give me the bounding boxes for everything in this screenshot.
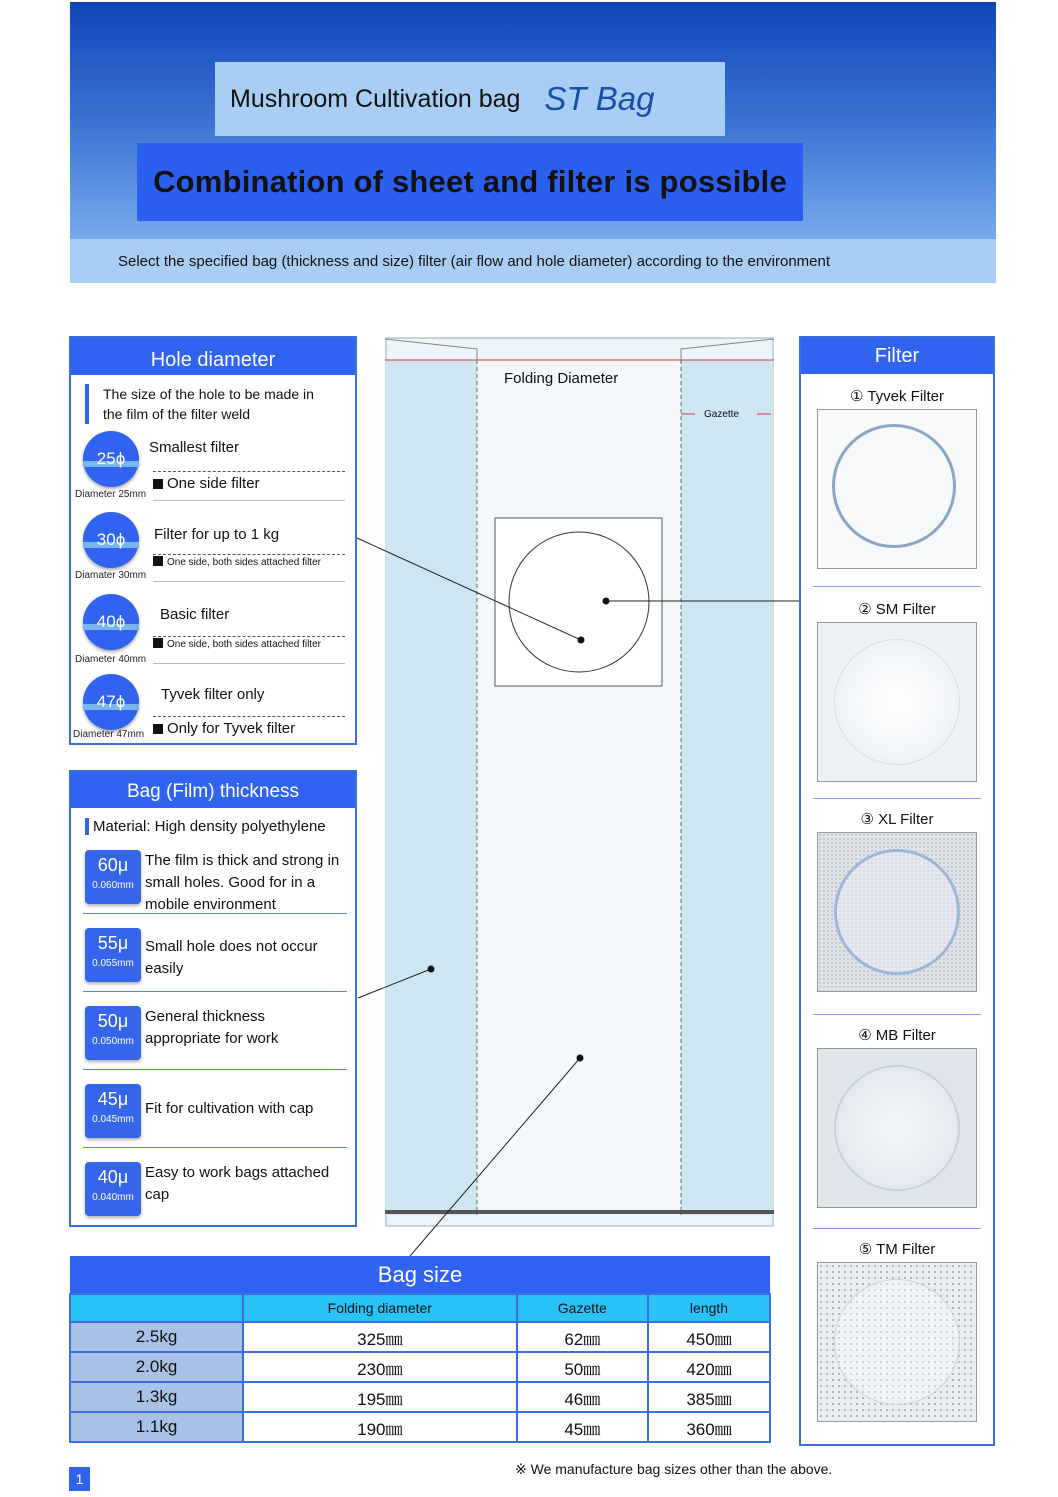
- sm-filter-image: [817, 622, 977, 782]
- filter-label: ③ XL Filter: [860, 811, 934, 828]
- gazette-label: Gazette: [704, 409, 740, 420]
- filter-label: ② SM Filter: [858, 601, 936, 618]
- hole-size-badge: [83, 512, 139, 568]
- filter-label: ⑤ TM Filter: [858, 1241, 936, 1258]
- hole-diameter-caption: Diameter 40mm: [75, 654, 147, 665]
- thickness-value: 55μ: [97, 933, 129, 953]
- column-header: length: [648, 1294, 770, 1322]
- table-cell: 230㎜: [243, 1352, 517, 1382]
- bag-bottom-seal: [385, 1210, 774, 1214]
- hole-label: Filter for up to 1 kg: [154, 526, 280, 543]
- footer-note: ※ We manufacture bag sizes other than the above.: [515, 1461, 833, 1477]
- table-cell: 45㎜: [517, 1412, 648, 1442]
- hole-type: [153, 556, 345, 582]
- thickness-badge: [85, 1162, 141, 1216]
- hole-size: 40ϕ: [96, 612, 126, 631]
- thickness-mm: 0.040mm: [92, 1192, 134, 1203]
- table-header-row: [70, 1294, 770, 1322]
- table-cell: 1.1kg: [70, 1412, 243, 1442]
- thickness-value: 45μ: [97, 1089, 129, 1109]
- filter-disc: [832, 424, 956, 548]
- title-box: [215, 62, 725, 136]
- filter-title: Filter: [801, 338, 993, 374]
- filter-disc: [834, 1065, 960, 1191]
- table-row: [70, 1352, 770, 1382]
- thickness-mm: 0.045mm: [92, 1114, 134, 1125]
- hole-type-text: Only for Tyvek filter: [167, 720, 296, 737]
- select-instruction: Select the specified bag (thickness and size) filter (air flow and hole diameter) according to the environment: [70, 239, 996, 283]
- column-header: [70, 1294, 243, 1322]
- folding-label: Folding Diameter: [504, 370, 619, 387]
- bag-side-right: [681, 360, 773, 1215]
- hole-item: [71, 431, 357, 513]
- table-cell: 450㎜: [648, 1322, 770, 1352]
- thickness-badge: [85, 1006, 141, 1060]
- thickness-item: [83, 844, 347, 914]
- column-header: Gazette: [517, 1294, 648, 1322]
- table-row: [70, 1382, 770, 1412]
- bag-size-table: [69, 1256, 771, 1443]
- filter-disc: [834, 639, 960, 765]
- table-cell: 46㎜: [517, 1382, 648, 1412]
- column-header: Folding diameter: [243, 1294, 517, 1322]
- divider: [153, 636, 345, 637]
- divider: [153, 554, 345, 555]
- hole-diameter-caption: Diameter 25mm: [75, 489, 147, 500]
- mb-filter-image: [817, 1048, 977, 1208]
- divider: [813, 798, 981, 799]
- filter-square: [495, 518, 662, 686]
- thickness-value: 50μ: [97, 1011, 129, 1031]
- tm-filter-image: [817, 1262, 977, 1422]
- hole-type-text: One side, both sides attached filter: [167, 557, 321, 568]
- hole-type: [153, 720, 345, 746]
- filter-panel: [799, 336, 995, 1446]
- thickness-mm: 0.055mm: [92, 958, 134, 969]
- hole-item: [71, 594, 357, 676]
- table-cell: 190㎜: [243, 1412, 517, 1442]
- filter-item-mb: [801, 1024, 993, 1208]
- bullet-square-icon: [153, 638, 163, 648]
- divider: [813, 1228, 981, 1229]
- thickness-item: [83, 1078, 347, 1148]
- filter-item-sm: [801, 598, 993, 782]
- divider: [153, 716, 345, 717]
- thickness-value: 60μ: [97, 855, 129, 875]
- table-cell: 50㎜: [517, 1352, 648, 1382]
- bullet-square-icon: [153, 556, 163, 566]
- table-cell: 62㎜: [517, 1322, 648, 1352]
- hole-diameter-panel: [69, 336, 357, 745]
- filter-label: ① Tyvek Filter: [849, 388, 945, 405]
- divider: [813, 1014, 981, 1015]
- page-number: 1: [69, 1467, 90, 1491]
- filter-label: ④ MB Filter: [858, 1027, 936, 1044]
- thickness-text: Easy to work bags attached cap: [145, 1164, 330, 1203]
- thickness-text: Small hole does not occur easily: [145, 938, 318, 977]
- thickness-value: 40μ: [97, 1167, 129, 1187]
- thickness-badge: [85, 928, 141, 982]
- table-cell: 385㎜: [648, 1382, 770, 1412]
- thickness-item: [83, 1156, 347, 1226]
- subtitle: Combination of sheet and filter is possible: [153, 164, 787, 199]
- bullet-square-icon: [153, 724, 163, 734]
- bag-front: [477, 360, 681, 1215]
- material-text: Material: High density polyethylene: [85, 818, 326, 835]
- table-row: [70, 1322, 770, 1352]
- thickness-item: [83, 922, 347, 992]
- hole-label: Smallest filter: [149, 439, 240, 456]
- divider: [813, 586, 981, 587]
- bullet-square-icon: [153, 479, 163, 489]
- hole-type-text: One side, both sides attached filter: [167, 639, 321, 650]
- thickness-badge: [85, 850, 141, 904]
- thickness-text: The film is thick and strong in small holes. Good for in a mobile environment: [145, 852, 340, 913]
- thickness-panel: [69, 770, 357, 1227]
- subtitle-box: [137, 143, 803, 221]
- hole-type-text: One side filter: [167, 475, 260, 492]
- hole-size: 25ϕ: [96, 449, 126, 468]
- hole-diameter-title: Hole diameter: [71, 338, 355, 375]
- page-title: Mushroom Cultivation bag: [230, 84, 521, 113]
- table-cell: 325㎜: [243, 1322, 517, 1352]
- table-cell: 2.5kg: [70, 1322, 243, 1352]
- table-cell: 360㎜: [648, 1412, 770, 1442]
- hole-item: [71, 674, 357, 756]
- hole-intro: [85, 384, 345, 424]
- filter-disc: [834, 1279, 960, 1405]
- hole-size-badge: [83, 594, 139, 650]
- hole-size: 30ϕ: [96, 530, 126, 549]
- hole-intro-line2: the film of the filter weld: [103, 406, 251, 422]
- hole-size-badge: [83, 674, 139, 730]
- hole-label: Basic filter: [160, 606, 230, 623]
- hole-intro-line1: The size of the hole to be made in: [103, 386, 314, 402]
- hole-type: [153, 638, 345, 664]
- table-cell: 2.0kg: [70, 1352, 243, 1382]
- divider: [153, 471, 345, 472]
- hole-label: Tyvek filter only: [161, 686, 265, 703]
- thickness-badge: [85, 1084, 141, 1138]
- hole-item: [71, 512, 357, 594]
- hole-size: 47ϕ: [96, 692, 126, 711]
- table-cell: 195㎜: [243, 1382, 517, 1412]
- thickness-text: General thickness appropriate for work: [145, 1008, 279, 1047]
- thickness-text: Fit for cultivation with cap: [145, 1100, 314, 1117]
- filter-item-tm: [801, 1238, 993, 1422]
- thickness-mm: 0.060mm: [92, 880, 134, 891]
- table-cell: 1.3kg: [70, 1382, 243, 1412]
- thickness-mm: 0.050mm: [92, 1036, 134, 1047]
- bag-size-title: Bag size: [70, 1256, 770, 1294]
- tyvek-filter-image: [817, 409, 977, 569]
- hole-size-badge: [83, 431, 139, 487]
- bag-side-left: [385, 360, 477, 1215]
- brand-name: ST Bag: [544, 80, 655, 117]
- hole-diameter-caption: Diamater 30mm: [75, 570, 147, 581]
- filter-item-tyvek: [801, 385, 993, 569]
- hole-type: [153, 475, 345, 501]
- table-row: [70, 1412, 770, 1442]
- thickness-item: [83, 1000, 347, 1070]
- filter-item-xl: [801, 808, 993, 992]
- filter-disc: [834, 849, 960, 975]
- xl-filter-image: [817, 832, 977, 992]
- bag-diagram: [385, 337, 774, 1227]
- thickness-title: Bag (Film) thickness: [71, 772, 355, 808]
- hole-diameter-caption: Diameter 47mm: [73, 729, 145, 740]
- table-cell: 420㎜: [648, 1352, 770, 1382]
